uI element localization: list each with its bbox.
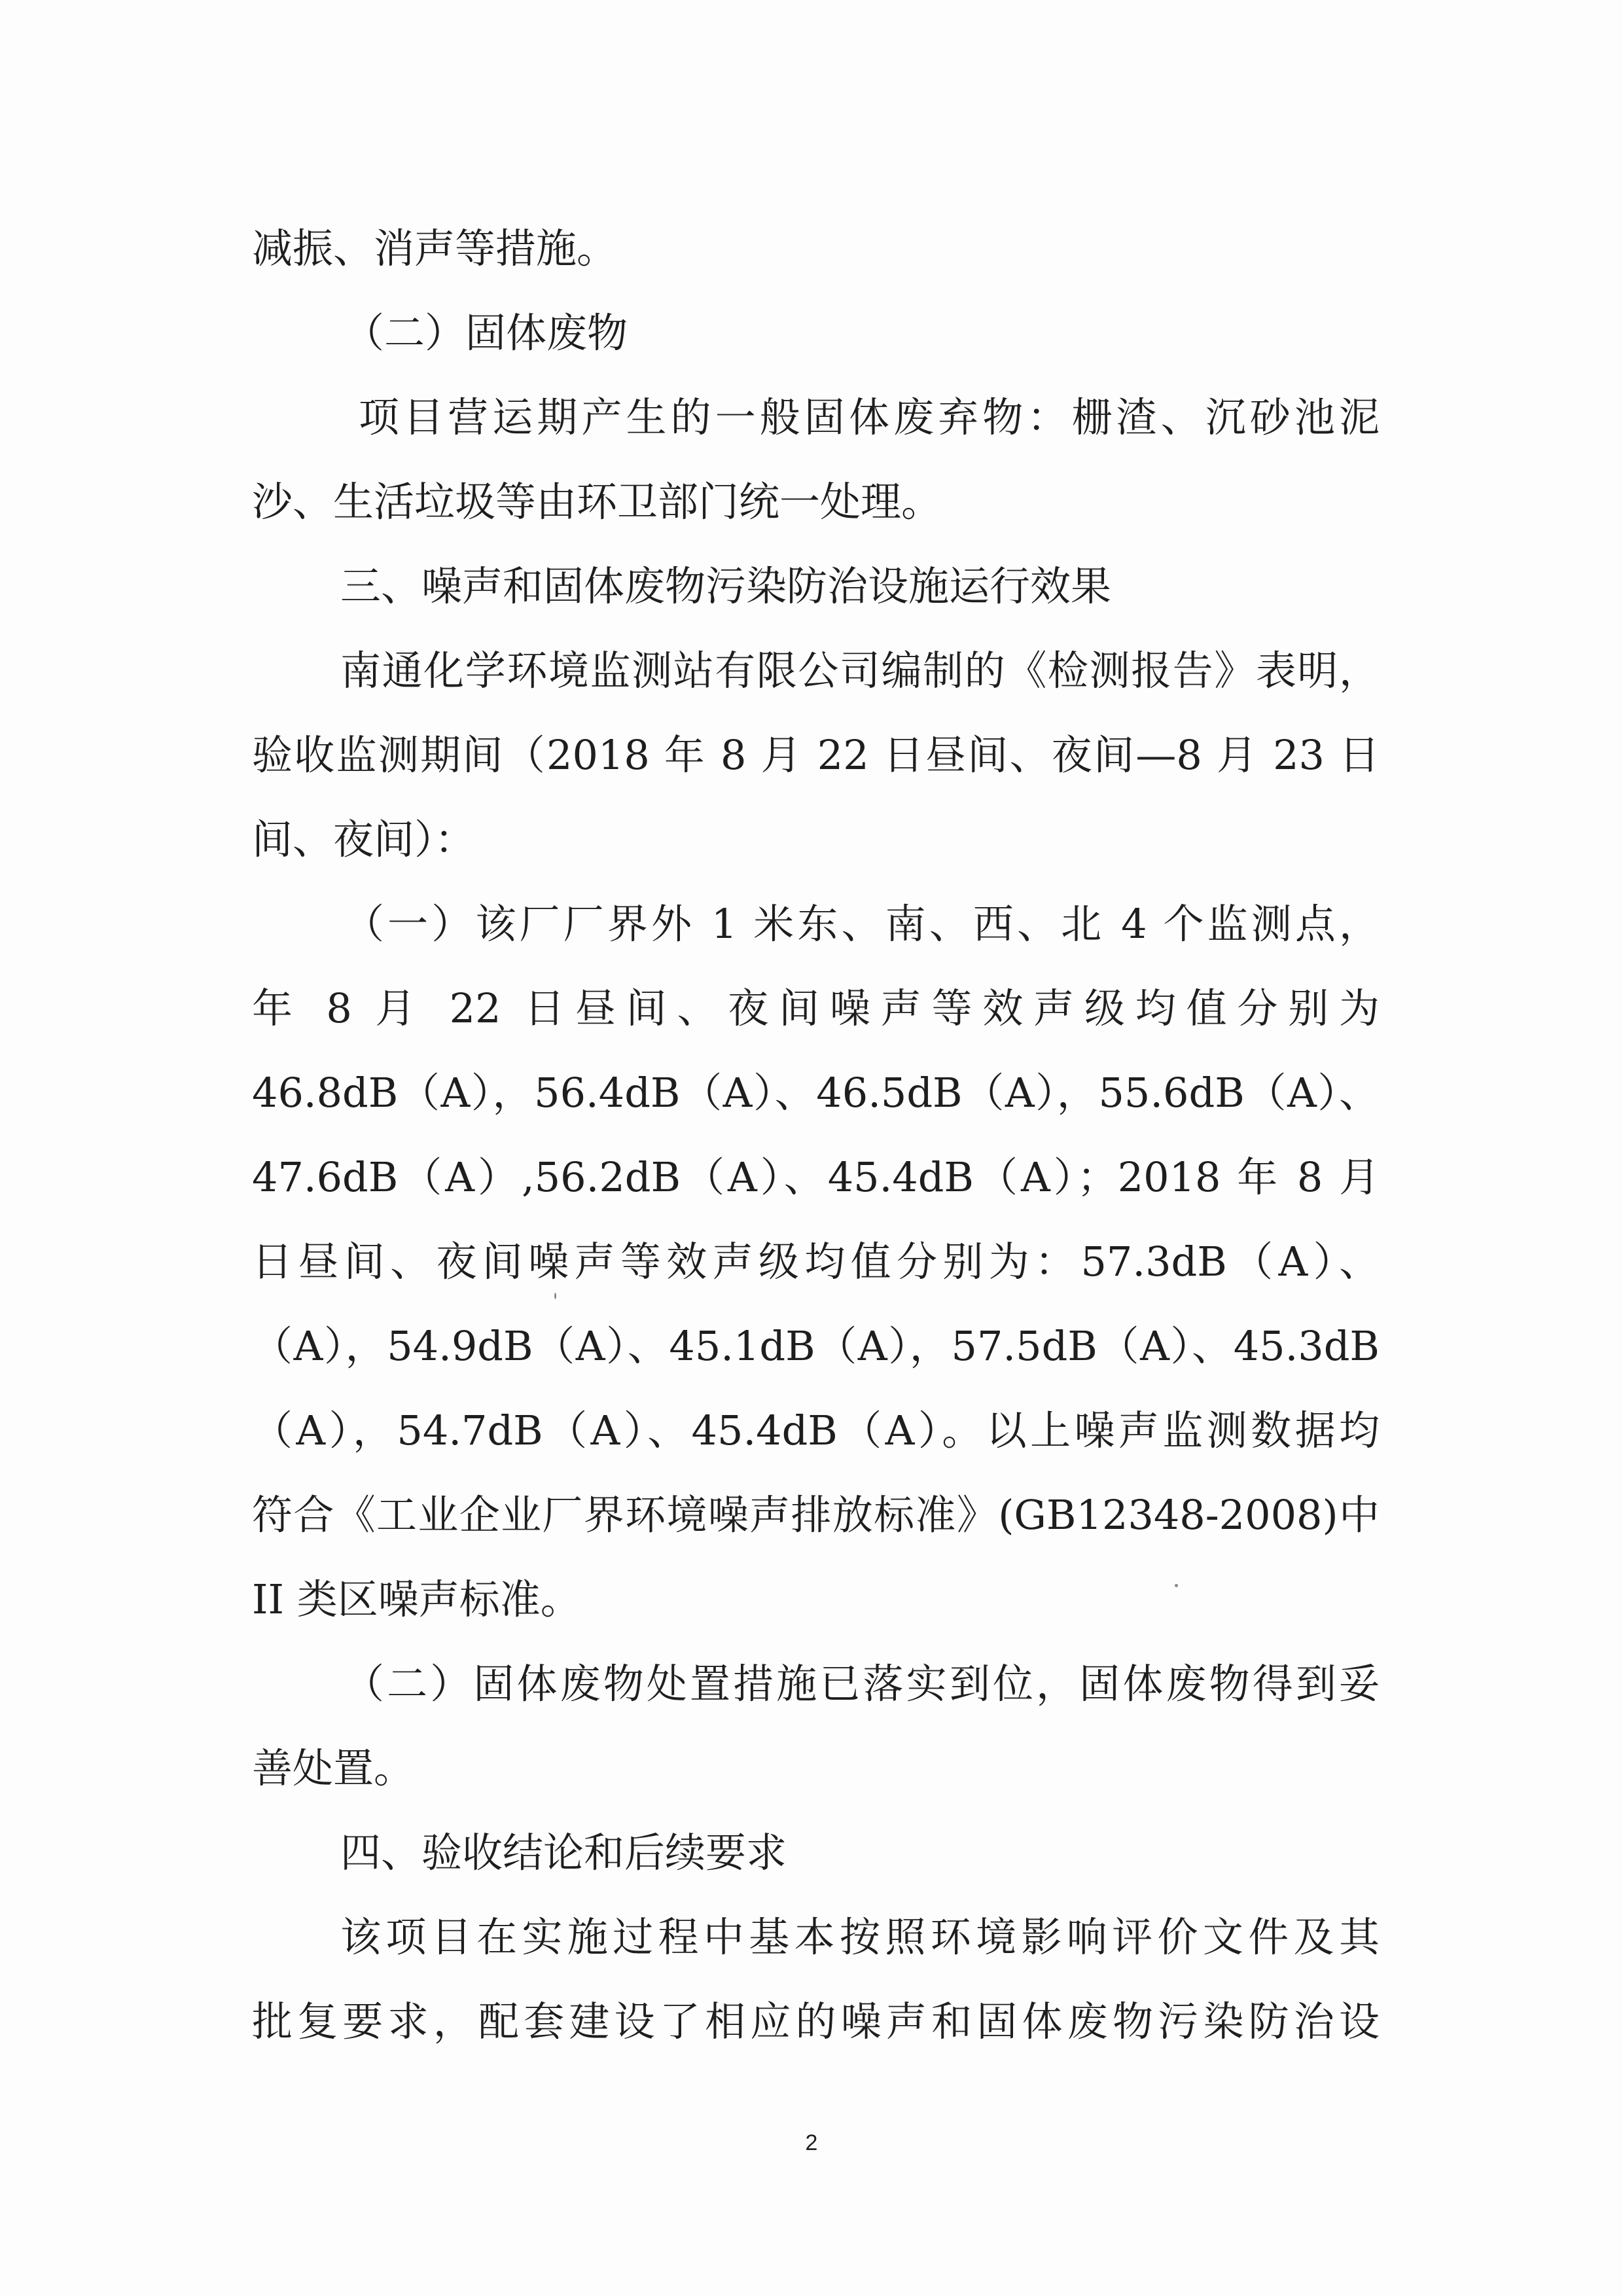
page-number: 2 [805, 2130, 818, 2155]
text-line: 沙、生活垃圾等由环卫部门统一处理。 [252, 478, 942, 526]
text-line: 减振、消声等措施。 [252, 224, 618, 272]
text-line: 46.8dB（A），56.4dB（A）、46.5dB（A），55.6dB（A）、 [252, 1069, 1380, 1117]
scan-speck [1175, 1584, 1178, 1587]
text-line: II 类区噪声标准。 [252, 1575, 581, 1623]
text-line: 间、夜间）： [252, 816, 476, 863]
section-heading: 四、验收结论和后续要求 [340, 1829, 787, 1876]
text-line: 年 8 月 22 日昼间、夜间噪声等效声级均值分别为 [252, 984, 1380, 1032]
text-line: 验收监测期间（2018 年 8 月 22 日昼间、夜间—8 月 23 日 [252, 731, 1380, 779]
section-heading: 三、噪声和固体废物污染防治设施运行效果 [340, 562, 1112, 610]
text-line: 项目营运期产生的一般固体废弃物：栅渣、沉砂池泥 [359, 393, 1380, 441]
text-line: （A），54.7dB（A）、45.4dB（A）。以上噪声监测数据均 [252, 1407, 1380, 1454]
text-line: （一）该厂厂界外 1 米东、南、西、北 4 个监测点， [344, 900, 1380, 948]
text-line: 47.6dB（A）,56.2dB（A）、45.4dB（A）；2018 年 8 月 [252, 1153, 1380, 1201]
text-line: （二）固体废物处置措施已落实到位，固体废物得到妥 [344, 1660, 1380, 1708]
text-line: 符合《工业企业厂界环境噪声排放标准》(GB12348-2008)中 [252, 1491, 1380, 1539]
text-line: 南通化学环境监测站有限公司编制的《检测报告》表明， [340, 647, 1380, 694]
section-heading: （二）固体废物 [344, 309, 628, 357]
text-line: 善处置。 [252, 1744, 415, 1792]
scan-speck [554, 1293, 556, 1299]
text-line: （A），54.9dB（A）、45.1dB（A），57.5dB（A）、45.3dB [252, 1322, 1380, 1370]
text-line: 该项目在实施过程中基本按照环境影响评价文件及其 [340, 1913, 1380, 1961]
text-line: 日昼间、夜间噪声等效声级均值分别为：57.3dB（A）、 [252, 1238, 1380, 1285]
text-line: 批复要求，配套建设了相应的噪声和固体废物污染防治设 [252, 1998, 1380, 2045]
